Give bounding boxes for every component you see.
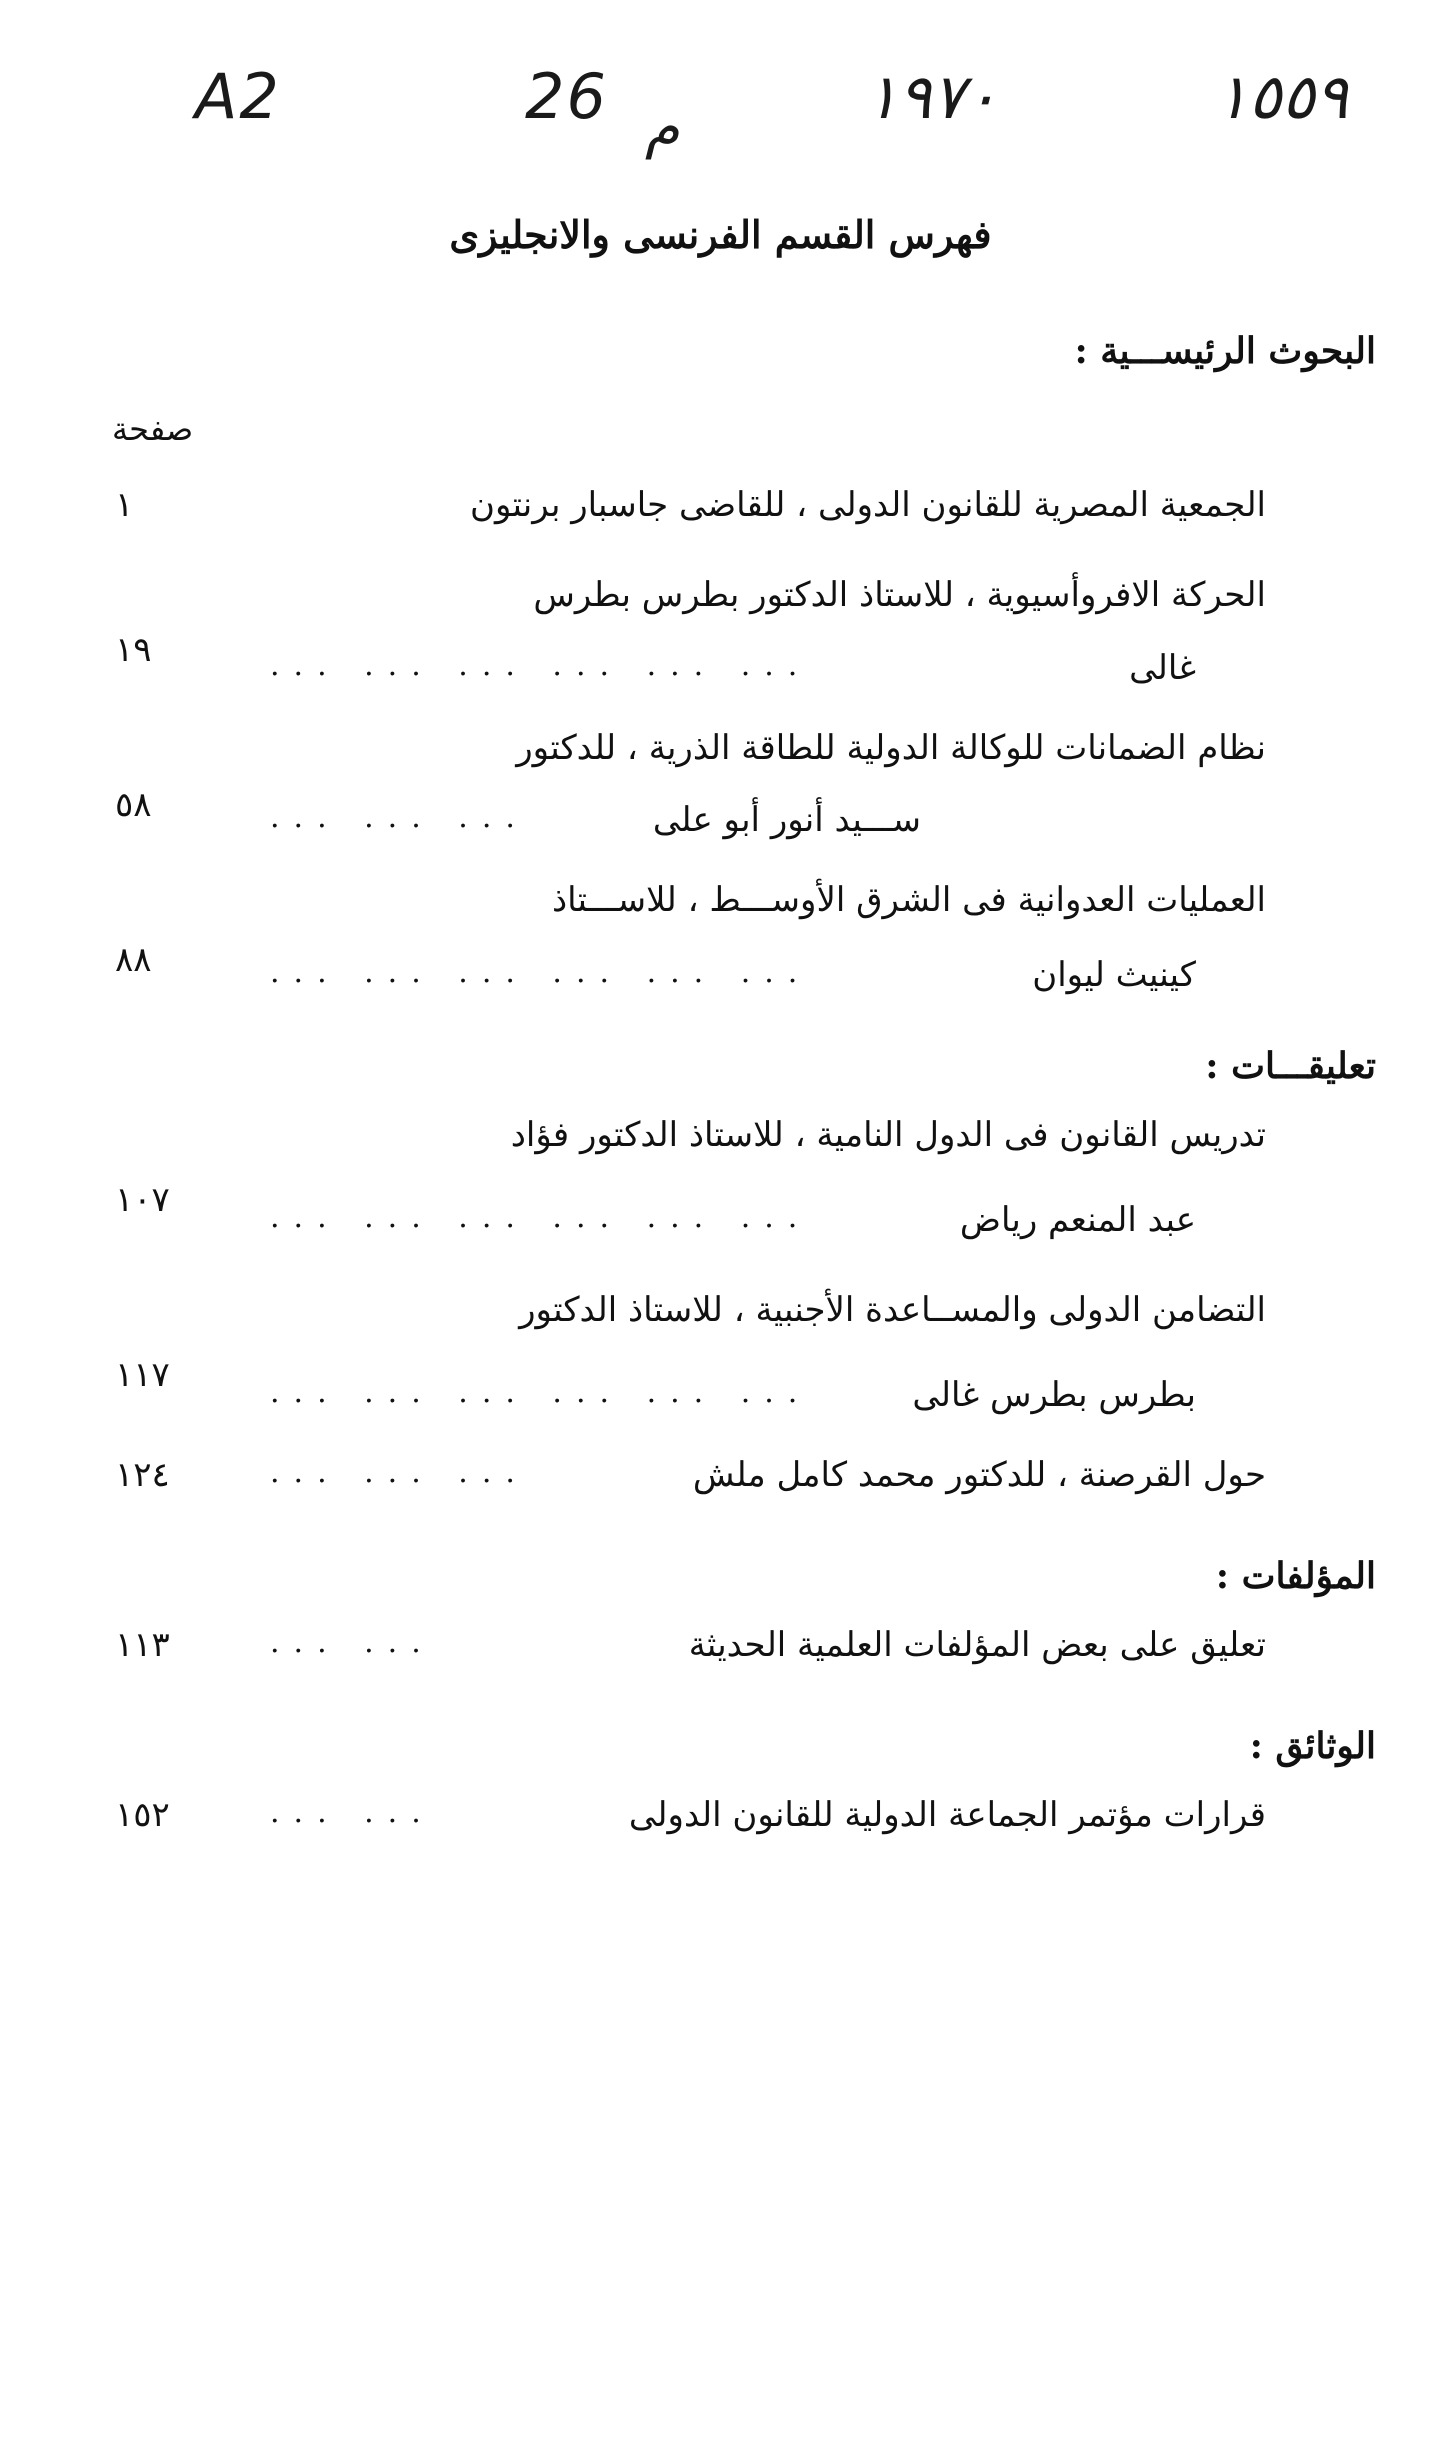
handwritten-code: A2	[195, 60, 281, 133]
entry-comments-3-line-1: حول القرصنة ، للدكتور محمد كامل ملش	[692, 1455, 1266, 1495]
handwritten-volume: 26	[525, 60, 608, 133]
entry-comments-2-line-1: التضامن الدولى والمســاعدة الأجنبية ، للاستاذ الدكتور	[519, 1290, 1266, 1330]
entry-main-4-line-2: كينيث ليوان	[1032, 955, 1196, 995]
entry-comments-3-page: ١٢٤	[115, 1455, 170, 1495]
entry-comments-1-page: ١٠٧	[115, 1180, 170, 1220]
section-heading-documents: الوثائق :	[1249, 1725, 1376, 1767]
entry-comments-2-line-2: بطرس بطرس غالى	[912, 1375, 1196, 1415]
entry-main-1-page: ١	[115, 485, 134, 525]
entry-main-2-page: ١٩	[115, 630, 152, 670]
entry-main-4-page: ٨٨	[115, 940, 152, 980]
entry-main-4-leader: ... ... ... ... ... ...	[270, 955, 812, 990]
page-title: فهرس القسم الفرنسى والانجليزى	[449, 212, 992, 257]
entry-books-1-page: ١١٣	[115, 1625, 170, 1665]
entry-books-1-leader: ... ...	[270, 1625, 435, 1660]
entry-comments-1-line-2: عبد المنعم رياض	[959, 1200, 1196, 1240]
entry-documents-1-line-1: قرارات مؤتمر الجماعة الدولية للقانون الدولى	[628, 1795, 1266, 1835]
entry-books-1-line-1: تعليق على بعض المؤلفات العلمية الحديثة	[688, 1625, 1266, 1665]
entry-documents-1-page: ١٥٢	[115, 1795, 170, 1835]
entry-main-4-line-1: العمليات العدوانية فى الشرق الأوســـط ، للاســـتاذ	[552, 880, 1266, 920]
section-heading-books: المؤلفات :	[1215, 1555, 1376, 1597]
entry-comments-2-leader: ... ... ... ... ... ...	[270, 1375, 812, 1410]
entry-comments-1-line-1: تدريس القانون فى الدول النامية ، للاستاذ الدكتور فؤاد	[510, 1115, 1266, 1155]
handwritten-year: ١٩٧٠	[865, 60, 999, 133]
entry-main-3-line-1: نظام الضمانات للوكالة الدولية للطاقة الذرية ، للدكتور	[516, 728, 1266, 768]
entry-main-1-line-1: الجمعية المصرية للقانون الدولى ، للقاضى جاسبار برنتون	[469, 485, 1266, 525]
entry-comments-2-page: ١١٧	[115, 1355, 170, 1395]
entry-comments-3-leader: ... ... ...	[270, 1455, 529, 1490]
handwritten-number: ١٥٥٩	[1215, 60, 1349, 133]
entry-main-2-leader: ... ... ... ... ... ...	[270, 648, 812, 683]
entry-main-3-line-2: ســـيد أنور أبو على	[652, 800, 921, 840]
entry-main-3-leader: ... ... ...	[270, 800, 529, 835]
entry-documents-1-leader: ... ...	[270, 1795, 435, 1830]
section-heading-main: البحوث الرئيســـية :	[1074, 330, 1376, 372]
entry-main-2-line-1: الحركة الافروأسيوية ، للاستاذ الدكتور بطرس بطرس	[533, 575, 1266, 615]
section-heading-comments: تعليقـــات :	[1205, 1045, 1376, 1087]
entry-main-3-page: ٥٨	[115, 785, 152, 825]
handwritten-mim: م	[645, 95, 680, 160]
entry-main-2-line-2: غالى	[1129, 648, 1196, 688]
entry-comments-1-leader: ... ... ... ... ... ...	[270, 1200, 812, 1235]
page-column-label: صفحة	[112, 410, 194, 448]
